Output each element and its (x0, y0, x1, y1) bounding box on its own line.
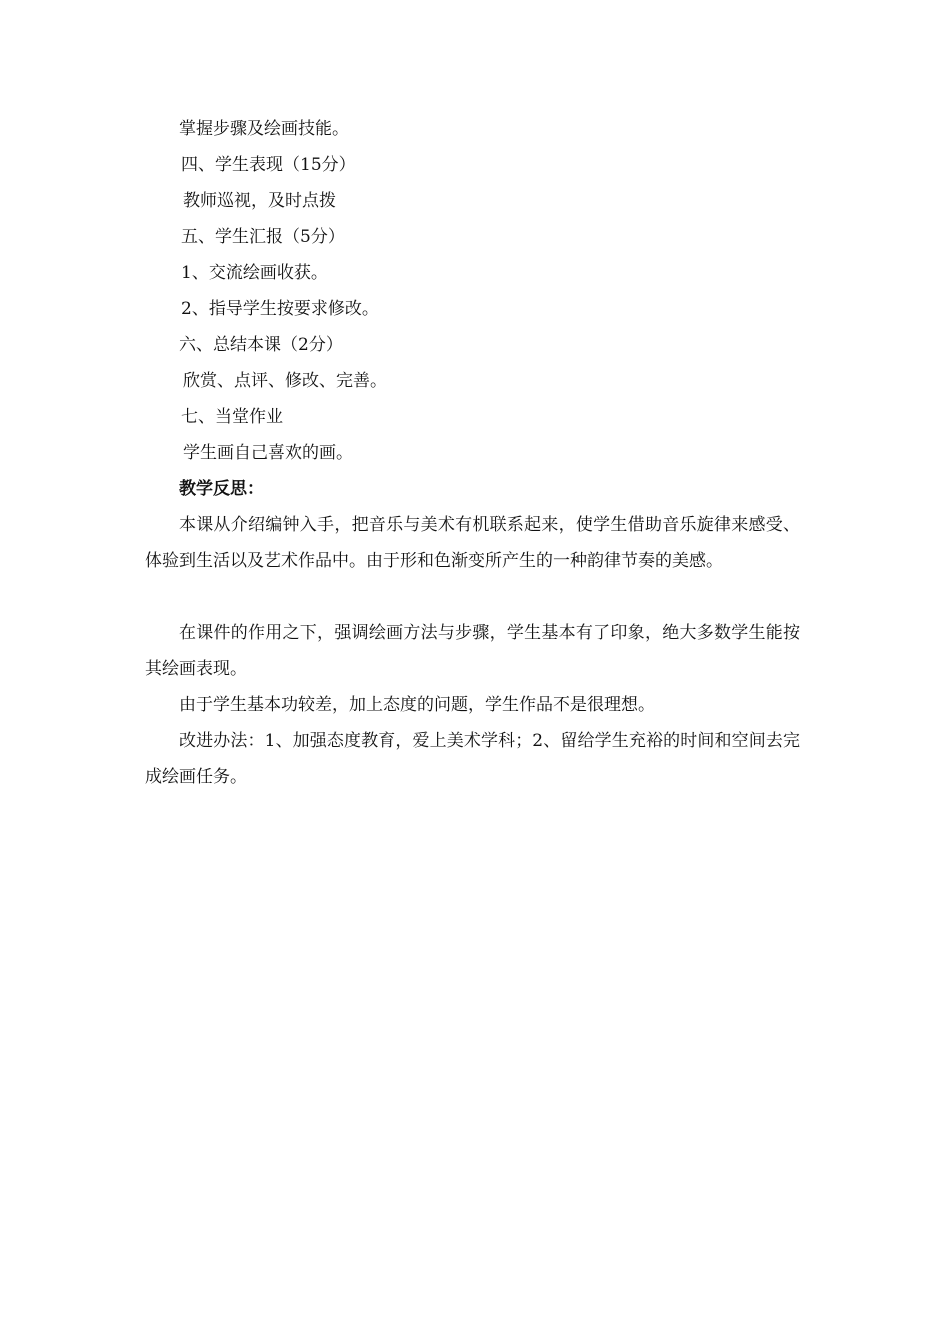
reflection-paragraph: 改进办法：1、加强态度教育，爱上美术学科；2、留给学生充裕的时间和空间去完成绘画任务。 (145, 731, 800, 787)
reflection-paragraph: 本课从介绍编钟入手，把音乐与美术有机联系起来，使学生借助音乐旋律来感受、体验到生活以及艺术作品中。由于形和色渐变所产生的一种韵律节奏的美感。 (145, 515, 800, 571)
section-five-title: 五、学生汇报（5分） (181, 227, 345, 247)
section-four-title: 四、学生表现（15分） (181, 155, 356, 175)
step-line: 1、交流绘画收获。 (181, 263, 328, 283)
reflection-heading: 教学反思： (179, 479, 264, 499)
section-six-title: 六、总结本课（2分） (179, 335, 343, 355)
step-line: 欣赏、点评、修改、完善。 (183, 371, 387, 391)
reflection-paragraph: 在课件的作用之下，强调绘画方法与步骤，学生基本有了印象，绝大多数学生能按其绘画表现。 (145, 623, 800, 679)
reflection-paragraph: 由于学生基本功较差，加上态度的问题，学生作品不是很理想。 (179, 695, 655, 715)
section-seven-title: 七、当堂作业 (181, 407, 283, 427)
step-line: 2、指导学生按要求修改。 (181, 299, 379, 319)
step-line: 掌握步骤及绘画技能。 (179, 119, 349, 139)
step-line: 教师巡视，及时点拨 (183, 191, 336, 211)
step-line: 学生画自己喜欢的画。 (183, 443, 353, 463)
